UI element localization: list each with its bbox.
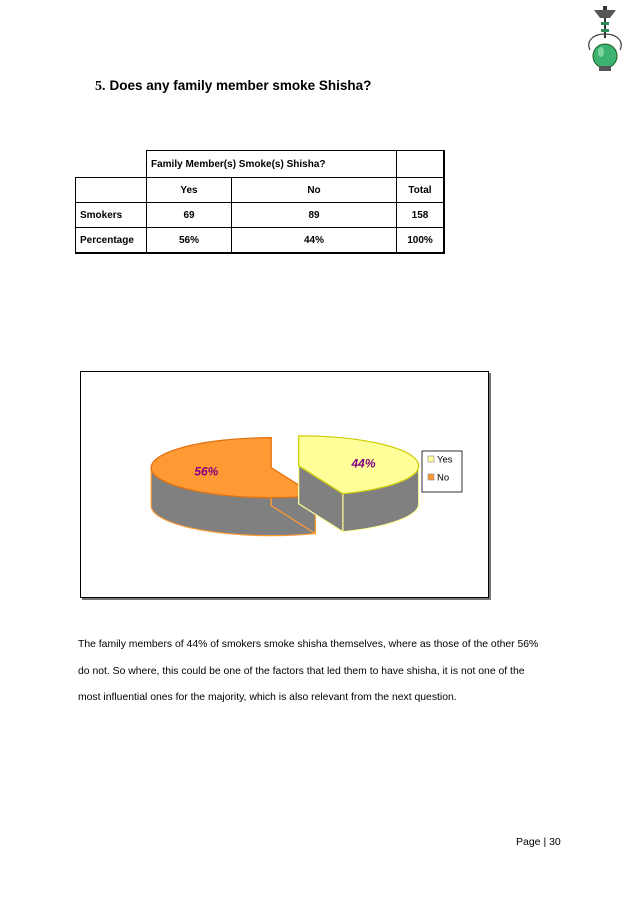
paragraph-line: most influential ones for the majority, which is also relevant from the next question. xyxy=(78,692,457,703)
legend-swatch-yes xyxy=(428,456,434,462)
pie-slice-no xyxy=(151,438,315,536)
column-header: Yes xyxy=(147,178,232,203)
pie-data-label: 56% xyxy=(194,464,219,479)
analysis-paragraph xyxy=(78,632,578,712)
column-header: No xyxy=(232,178,397,203)
pie-chart-frame xyxy=(80,371,489,598)
paragraph-line: The family members of 44% of smokers smoke shisha themselves, where as those of the other 56% xyxy=(78,639,539,650)
paragraph-line: do not. So where, this could be one of the factors that led them to have shisha, it is not one of the xyxy=(78,665,525,677)
row-label: Percentage xyxy=(76,228,147,254)
question-text: Does any family member smoke Shisha? xyxy=(109,78,372,93)
page-number: Page | 30 xyxy=(516,836,561,848)
row-label: Smokers xyxy=(76,203,147,228)
results-table xyxy=(75,150,445,254)
pie-chart xyxy=(81,372,488,597)
table-cell: 100% xyxy=(397,228,445,254)
chart-legend xyxy=(422,451,462,492)
table-cell: 44% xyxy=(232,228,397,254)
pie-slice-yes xyxy=(299,436,419,532)
legend-label: Yes xyxy=(437,454,453,466)
table-title-row xyxy=(76,151,445,178)
table-cell: 158 xyxy=(397,203,445,228)
hookah-logo-icon xyxy=(582,4,628,74)
column-header: Total xyxy=(397,178,445,203)
pie-data-label: 44% xyxy=(351,456,376,471)
question-number: 5. xyxy=(95,79,106,94)
table-cell: 89 xyxy=(232,203,397,228)
table-header-row xyxy=(76,178,445,203)
legend-label: No xyxy=(437,472,450,484)
table-row xyxy=(76,228,445,254)
table-row xyxy=(76,203,445,228)
table-title: Family Member(s) Smoke(s) Shisha? xyxy=(147,151,397,178)
legend-swatch-no xyxy=(428,474,434,480)
table-cell: 56% xyxy=(147,228,232,254)
table-cell: 69 xyxy=(147,203,232,228)
question-heading xyxy=(95,78,371,95)
